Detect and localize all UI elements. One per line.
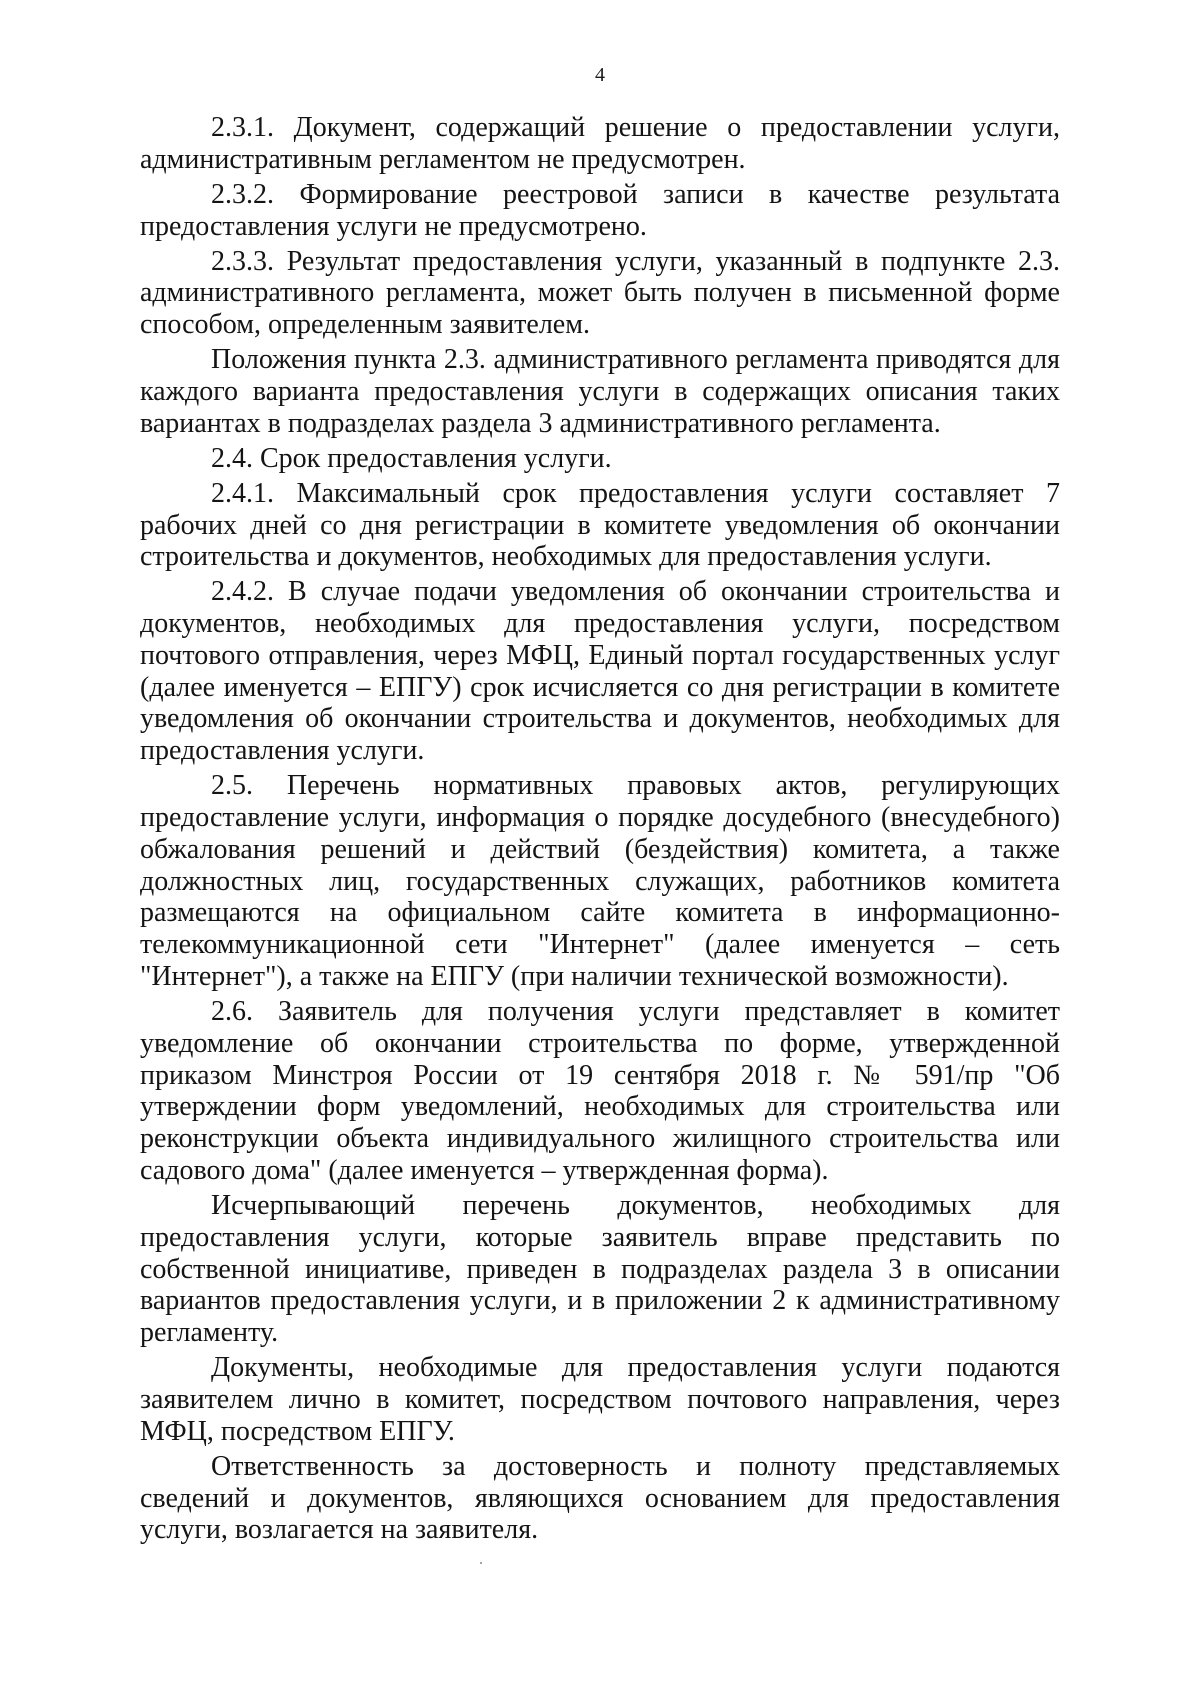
paragraph-2-5: 2.5. Перечень нормативных правовых актов, регулирующих предоставление услуги, информация о порядке досудебного (внесудебного) обжалования решений и действий (бездействия) комитета, а также должностных лиц, государственных служащих, работников комитета размещаются на официальном сайте комитета в информационно-телекоммуникационной сети "Интернет" (далее именуется – сеть "Интернет"), а также на ЕПГУ (при наличии технической возможности).	[140, 770, 1060, 993]
paragraph-documents-list: Исчерпывающий перечень документов, необходимых для предоставления услуги, которые заявитель вправе представить по собственной инициативе, приведен в подразделах раздела 3 в описании вариантов предоставления услуги, и в приложении 2 к административному регламенту.	[140, 1189, 1060, 1349]
paragraph-2-3-2: 2.3.2. Формирование реестровой записи в качестве результата предоставления услуги не предусмотрено.	[140, 178, 1060, 242]
scan-speck	[480, 1562, 482, 1564]
paragraph-2-4-2: 2.4.2. В случае подачи уведомления об окончании строительства и документов, необходимых для предоставления услуги, посредством почтового отправления, через МФЦ, Единый портал государственных услуг (далее именуется – ЕПГУ) срок исчисляется со дня регистрации в комитете уведомления об окончании строительства и документов, необходимых для предоставления услуги.	[140, 576, 1060, 767]
paragraph-2-3-1: 2.3.1. Документ, содержащий решение о предоставлении услуги, административным регламентом не предусмотрен.	[140, 112, 1060, 175]
paragraph-2-3-provisions: Положения пункта 2.3. административного регламента приводятся для каждого варианта предоставления услуги в содержащих описания таких вариантах в подразделах раздела 3 административного регламента.	[140, 344, 1060, 439]
document-body	[140, 112, 1060, 1549]
page-number: 4	[595, 64, 605, 86]
paragraph-2-4: 2.4. Срок предоставления услуги.	[211, 442, 612, 474]
paragraph-2-4-1: 2.4.1. Максимальный срок предоставления услуги составляет 7 рабочих дней со дня регистрации в комитете уведомления об окончании строительства и документов, необходимых для предоставления услуги.	[140, 477, 1060, 573]
paragraph-documents-submission: Документы, необходимые для предоставления услуги подаются заявителем лично в комитет, посредством почтового направления, через МФЦ, посредством ЕПГУ.	[140, 1352, 1060, 1447]
paragraph-responsibility: Ответственность за достоверность и полноту представляемых сведений и документов, являющихся основанием для предоставления услуги, возлагается на заявителя.	[140, 1450, 1060, 1546]
paragraph-2-6: 2.6. Заявитель для получения услуги представляет в комитет уведомление об окончании строительства по форме, утвержденной приказом Минстроя России от 19 сентября 2018 г. № 591/пр "Об утверждении форм уведомлений, необходимых для строительства или реконструкции объекта индивидуального жилищного строительства или садового дома" (далее именуется – утвержденная форма).	[140, 996, 1060, 1186]
paragraph-2-3-3: 2.3.3. Результат предоставления услуги, указанный в подпункте 2.3. административного регламента, может быть получен в письменной форме способом, определенным заявителем.	[140, 245, 1060, 341]
